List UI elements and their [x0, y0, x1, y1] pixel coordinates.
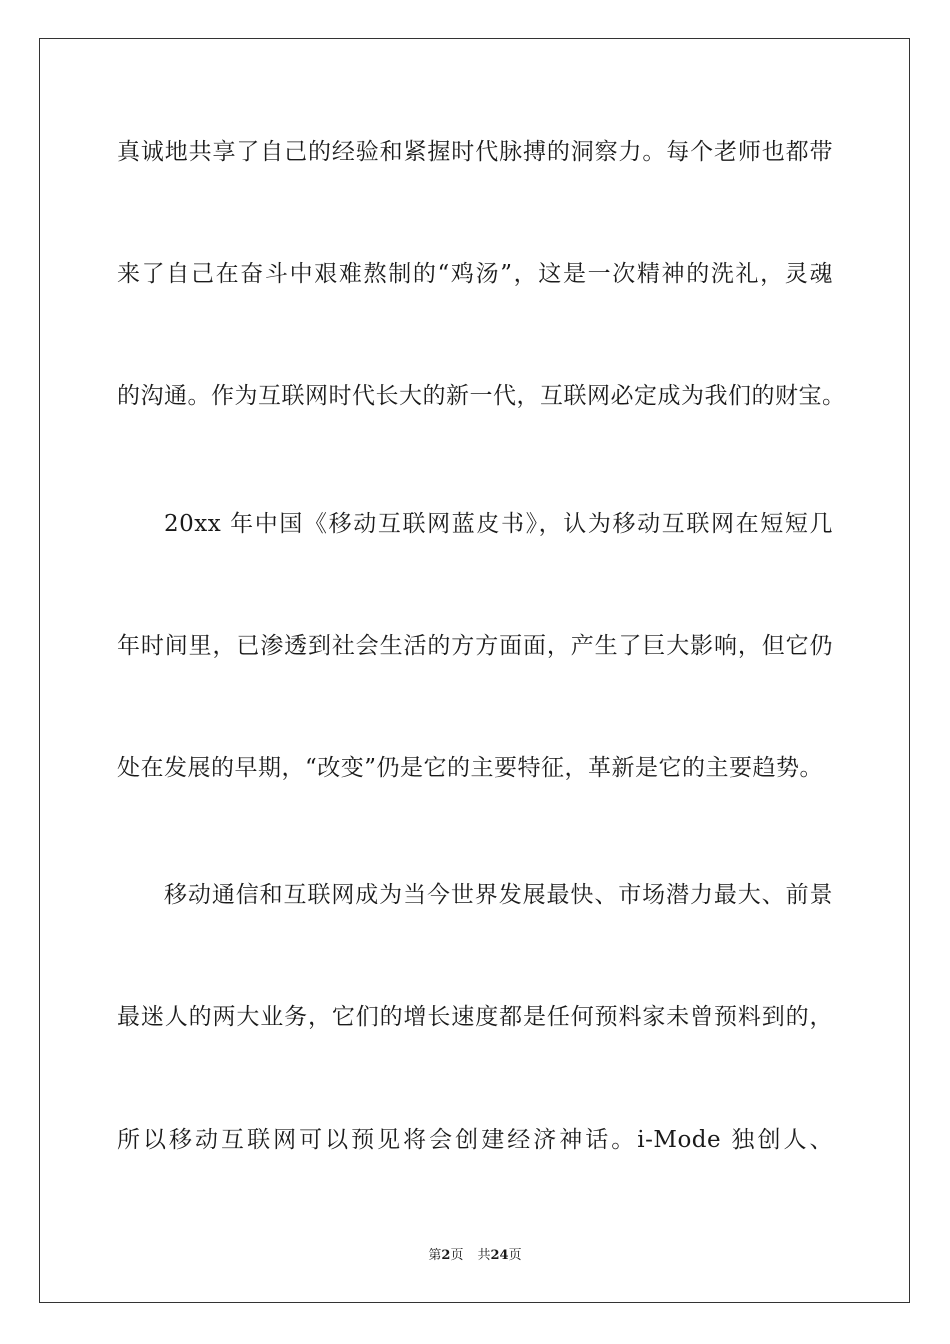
total-suffix: 页 — [508, 1248, 522, 1263]
page-footer — [0, 1247, 950, 1265]
paragraph-line-5: 年时间里，已渗透到社会生活的方方面面，产生了巨大影响，但它仍 — [117, 633, 833, 659]
page-number: 2 — [441, 1248, 451, 1263]
paragraph-line-9: 所以移动互联网可以预见将会创建经济神话。i-Mode 独创人、 — [117, 1127, 833, 1153]
paragraph-line-2: 来了自己在奋斗中艰难熬制的“鸡汤”，这是一次精神的洗礼，灵魂 — [117, 261, 833, 287]
paragraph-line-8: 最迷人的两大业务，它们的增长速度都是任何预料家未曾预料到的， — [117, 1004, 833, 1030]
total-prefix: 共 — [477, 1248, 491, 1263]
page-prefix: 第 — [428, 1248, 442, 1263]
paragraph-line-3: 的沟通。作为互联网时代长大的新一代，互联网必定成为我们的财宝。 — [117, 383, 846, 409]
page-suffix: 页 — [450, 1248, 464, 1263]
paragraph-line-7: 移动通信和互联网成为当今世界发展最快、市场潜力最大、前景 — [164, 882, 833, 908]
paragraph-line-6: 处在发展的早期，“改变”仍是它的主要特征，革新是它的主要趋势。 — [117, 755, 824, 781]
paragraph-line-1: 真诚地共享了自己的经验和紧握时代脉搏的洞察力。每个老师也都带 — [117, 139, 833, 165]
paragraph-line-4: 20xx 年中国《移动互联网蓝皮书》，认为移动互联网在短短几 — [164, 511, 833, 537]
page-border — [39, 38, 910, 1303]
total-pages: 24 — [490, 1248, 509, 1263]
